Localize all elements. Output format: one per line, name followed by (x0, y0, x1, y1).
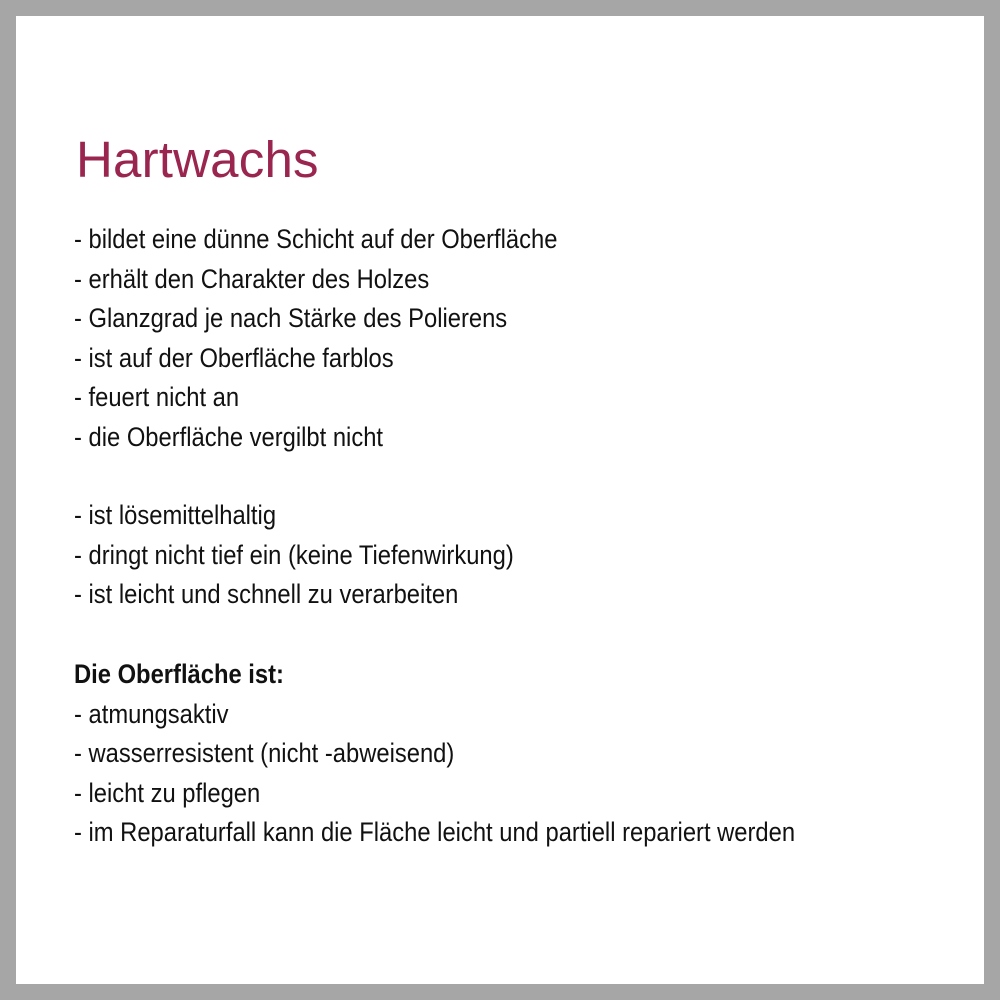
list-item: - ist auf der Oberfläche farblos (74, 342, 394, 373)
list-item: - leicht zu pflegen (74, 777, 261, 808)
list-item: - feuert nicht an (74, 382, 240, 412)
list-item: - dringt nicht tief ein (keine Tiefenwirkung) (74, 539, 514, 570)
list-item: - ist leicht und schnell zu verarbeiten (74, 579, 459, 609)
list-item: - ist lösemittelhaltig (74, 500, 277, 530)
list-item: - bildet eine dünne Schicht auf der Oberfläche (74, 224, 558, 254)
list-item: - die Oberfläche vergilbt nicht (74, 421, 384, 452)
content-card (16, 16, 984, 984)
surface-heading: Die Oberfläche ist: (74, 659, 284, 689)
properties-list (74, 220, 557, 457)
surface-list (74, 655, 795, 853)
list-item: - im Reparaturfall kann die Fläche leicht und partiell repariert werden (74, 817, 796, 847)
list-item: - Glanzgrad je nach Stärke des Polierens (74, 303, 508, 333)
page-title: Hartwachs (76, 131, 319, 188)
list-item: - wasserresistent (nicht -abweisend) (74, 738, 455, 768)
list-item: - erhält den Charakter des Holzes (74, 263, 430, 294)
list-item: - atmungsaktiv (74, 698, 229, 729)
processing-list (74, 496, 514, 615)
